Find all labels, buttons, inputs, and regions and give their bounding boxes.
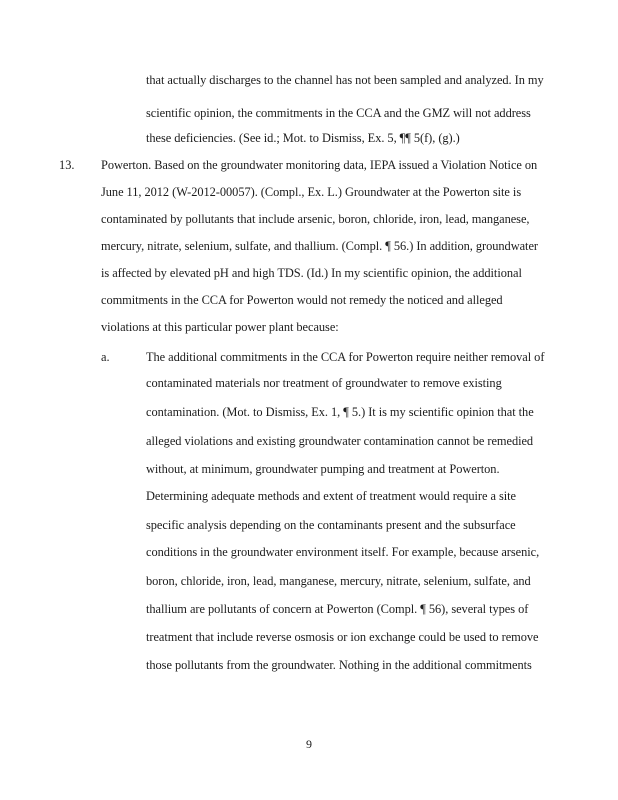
body-text-line: The additional commitments in the CCA for Powerton require neither removal of <box>146 350 545 364</box>
body-text-line: is affected by elevated pH and high TDS. (Id.) In my scientific opinion, the additional <box>101 266 522 280</box>
body-text-line: boron, chloride, iron, lead, manganese, mercury, nitrate, selenium, sulfate, and <box>146 574 531 588</box>
body-text-line: violations at this particular power plant because: <box>101 320 339 334</box>
body-text-line: mercury, nitrate, selenium, sulfate, and thallium. (Compl. ¶ 56.) In addition, groundwater <box>101 239 538 253</box>
body-text-line: commitments in the CCA for Powerton would not remedy the noticed and alleged <box>101 293 503 307</box>
body-text-line: alleged violations and existing groundwater contamination cannot be remedied <box>146 434 534 448</box>
body-text-line: scientific opinion, the commitments in the CCA and the GMZ will not address <box>146 106 531 120</box>
body-text-line: contaminated by pollutants that include arsenic, boron, chloride, iron, lead, manganese, <box>101 212 530 226</box>
body-text-line: these deficiencies. (See id.; Mot. to Dismiss, Ex. 5, ¶¶ 5(f), (g).) <box>146 131 460 145</box>
body-text-line: contaminated materials nor treatment of groundwater to remove existing <box>146 376 502 390</box>
body-text-line: those pollutants from the groundwater. Nothing in the additional commitments <box>146 658 532 672</box>
body-text-line: thallium are pollutants of concern at Powerton (Compl. ¶ 56), several types of <box>146 602 529 616</box>
body-text-line: specific analysis depending on the contaminants present and the subsurface <box>146 518 516 532</box>
body-text-line: conditions in the groundwater environment itself. For example, because arsenic, <box>146 545 540 559</box>
body-text-line: that actually discharges to the channel has not been sampled and analyzed. In my <box>146 73 544 87</box>
body-text-line: treatment that include reverse osmosis or ion exchange could be used to remove <box>146 630 539 644</box>
paragraph-number: 13. <box>59 158 75 172</box>
subparagraph-marker: a. <box>101 350 110 364</box>
body-text-line: without, at minimum, groundwater pumping and treatment at Powerton. <box>146 462 500 476</box>
body-text-line: contamination. (Mot. to Dismiss, Ex. 1, ¶ 5.) It is my scientific opinion that the <box>146 405 534 419</box>
page-number: 9 <box>306 737 312 751</box>
body-text-line: June 11, 2012 (W-2012-00057). (Compl., Ex. L.) Groundwater at the Powerton site is <box>101 185 522 199</box>
body-text-line: Determining adequate methods and extent of treatment would require a site <box>146 489 517 503</box>
body-text-line: Powerton. Based on the groundwater monitoring data, IEPA issued a Violation Notice on <box>101 158 538 172</box>
